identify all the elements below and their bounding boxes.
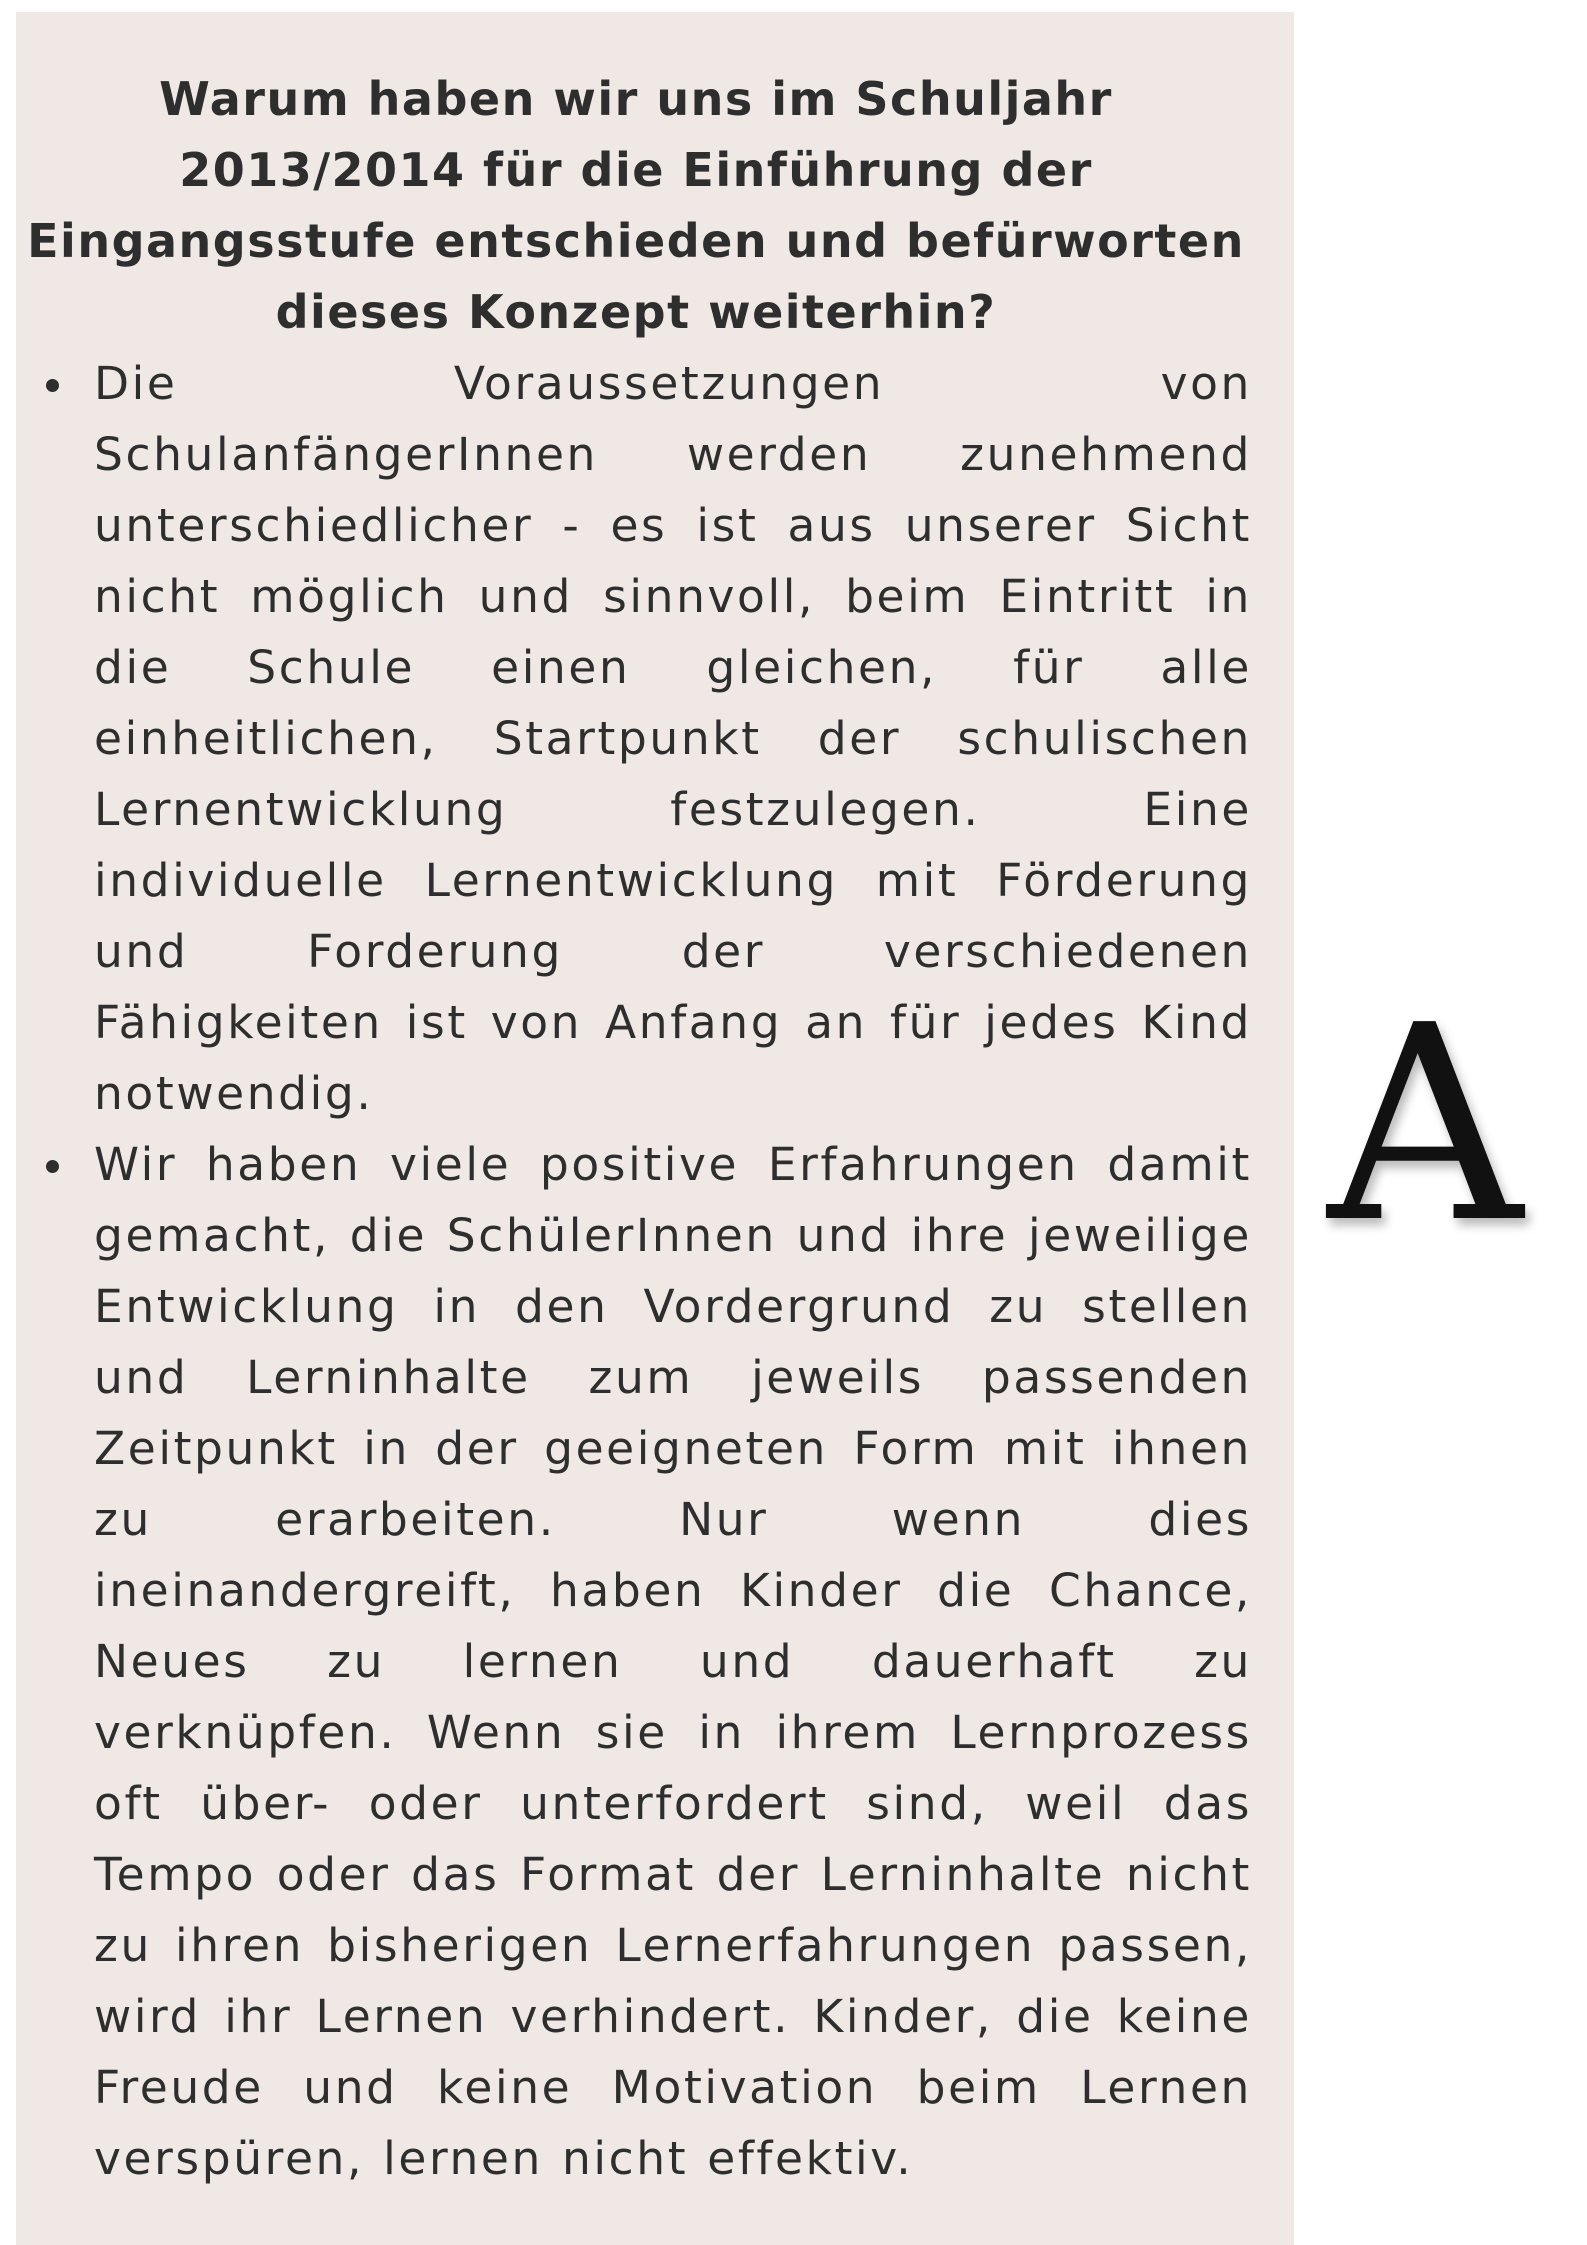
side-letter-marker: A [1327, 967, 1523, 1282]
bullet-list [16, 348, 1252, 2194]
list-item [16, 1129, 1252, 2194]
bullet-dot-icon [46, 379, 59, 392]
page-title: Warum haben wir uns im Schuljahr 2013/2014 für die Einführung der Eingangsstufe entschieden und befürworten dieses Konzept weiterhin? [27, 72, 1245, 339]
list-item-text: Wir haben viele positive Erfahrungen damit gemacht, die SchülerInnen und ihre jeweilige Entwicklung in den Vordergrund zu stellen und Lerninhalte zum jeweils passenden Zeitpunkt in der geeigneten Form mit ihnen zu erarbeiten. Nur wenn dies ineinandergreift, haben Kinder die Chance, Neues zu lernen und dauerhaft zu verknüpfen. Wenn sie in ihrem Lernprozess oft über- oder unterfordert sind, weil das Tempo oder das Format der Lerninhalte nicht zu ihren bisherigen Lernerfahrungen passen, wird ihr Lernen verhindert. Kinder, die keine Freude und keine Motivation beim Lernen verspüren, lernen nicht effektiv. [94, 1138, 1252, 2185]
list-item [16, 348, 1252, 1129]
bullet-dot-icon [46, 1160, 59, 1173]
content-panel [16, 12, 1294, 2245]
list-item-text: Die Voraussetzungen von SchulanfängerInnen werden zunehmend unterschiedlicher - es ist aus unserer Sicht nicht möglich und sinnvoll, beim Eintritt in die Schule einen gleichen, für alle einheitlichen, Startpunkt der schulischen Lernentwicklung festzulegen. Eine individuelle Lernentwicklung mit Förderung und Forderung der verschiedenen Fähigkeiten ist von Anfang an für jedes Kind notwendig. [94, 357, 1252, 1120]
